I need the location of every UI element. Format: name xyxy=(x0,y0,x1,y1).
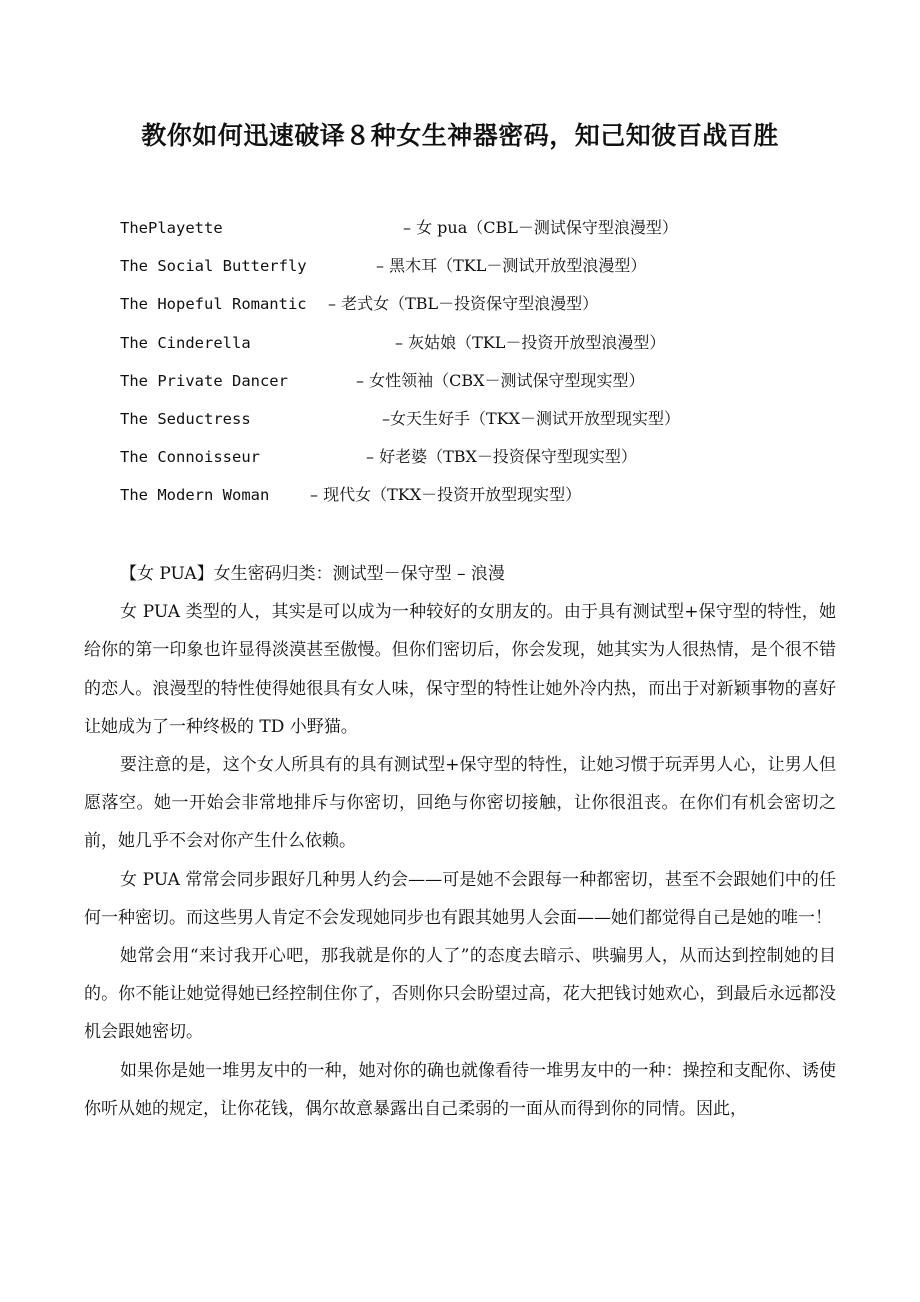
type-english-name: The Hopeful Romantic xyxy=(120,295,307,314)
paragraph: 她常会用“来讨我开心吧，那我就是你的人了”的态度去暗示、哄骗男人，从而达到控制她的目的。你不能让她觉得她已经控制住你了，否则你只会盼望过高，花大把钱讨她欢心，到最后永远都没机会跟她密切。 xyxy=(84,946,836,1043)
paragraph: 女 PUA 类型的人，其实是可以成为一种较好的女朋友的。由于具有测试型+保守型的特性，她给你的第一印象也许显得淡漠甚至傲慢。但你们密切后，你会发现，她其实为人很热情，是个很不错的恋人。浪漫型的特性使得她很具有女人味，保守型的特性让她外冷内热，而出于对新颖事物的喜好让她成为了一种终极的 TD 小野猫。 xyxy=(84,602,836,737)
paragraph: 如果你是她一堆男友中的一种，她对你的确也就像看待一堆男友中的一种：操控和支配你、诱使你听从她的规定，让你花钱，偶尔故意暴露出自己柔弱的一面从而得到你的同情。因此， xyxy=(84,1060,836,1119)
paragraph: 要注意的是，这个女人所具有的具有测试型+保守型的特性，让她习惯于玩弄男人心，让男人但愿落空。她一开始会非常地排斥与你密切，回绝与你密切接触，让你很沮丧。在你们有机会密切之前，她几乎不会对你产生什么依赖。 xyxy=(84,755,836,852)
type-english-name: The Social Butterfly xyxy=(120,257,307,276)
document-title: 教你如何迅速破译８种女生神器密码，知己知彼百战百胜 xyxy=(141,121,779,150)
type-english-name: ThePlayette xyxy=(120,219,223,237)
article-body xyxy=(84,555,836,1128)
type-english-name: The Private Dancer xyxy=(120,371,288,390)
type-chinese-description: – 黑木耳（TKL－测试开放型浪漫型） xyxy=(376,256,647,276)
type-chinese-description: – 好老婆（TBX－投资保守型现实型） xyxy=(366,447,637,467)
type-chinese-description: –女天生好手（TKX－测试开放型现实型） xyxy=(382,408,681,428)
section-heading: 【女 PUA】女生密码归类：测试型－保守型 – 浪漫 xyxy=(120,564,505,584)
type-chinese-description: – 女性领袖（CBX－测试保守型现实型） xyxy=(356,370,645,390)
type-english-name: The Modern Woman xyxy=(120,486,270,505)
type-chinese-description: – 灰姑娘（TKL－投资开放型浪漫型） xyxy=(395,332,666,352)
type-chinese-description: – 女 pua（CBL－测试保守型浪漫型） xyxy=(403,218,678,237)
type-english-name: The Connoisseur xyxy=(120,448,260,467)
type-english-name: The Seductress xyxy=(120,409,251,428)
type-english-name: The Cinderella xyxy=(120,333,251,352)
type-chinese-description: – 老式女（TBL－投资保守型浪漫型） xyxy=(328,294,599,314)
paragraph: 女 PUA 常常会同步跟好几种男人约会——可是她不会跟每一种都密切，甚至不会跟她们中的任何一种密切。而这些男人肯定不会发现她同步也有跟其她男人会面——她们都觉得自己是她的唯一！ xyxy=(84,869,836,928)
type-chinese-description: – 现代女（TKX－投资开放型现实型） xyxy=(310,485,582,505)
